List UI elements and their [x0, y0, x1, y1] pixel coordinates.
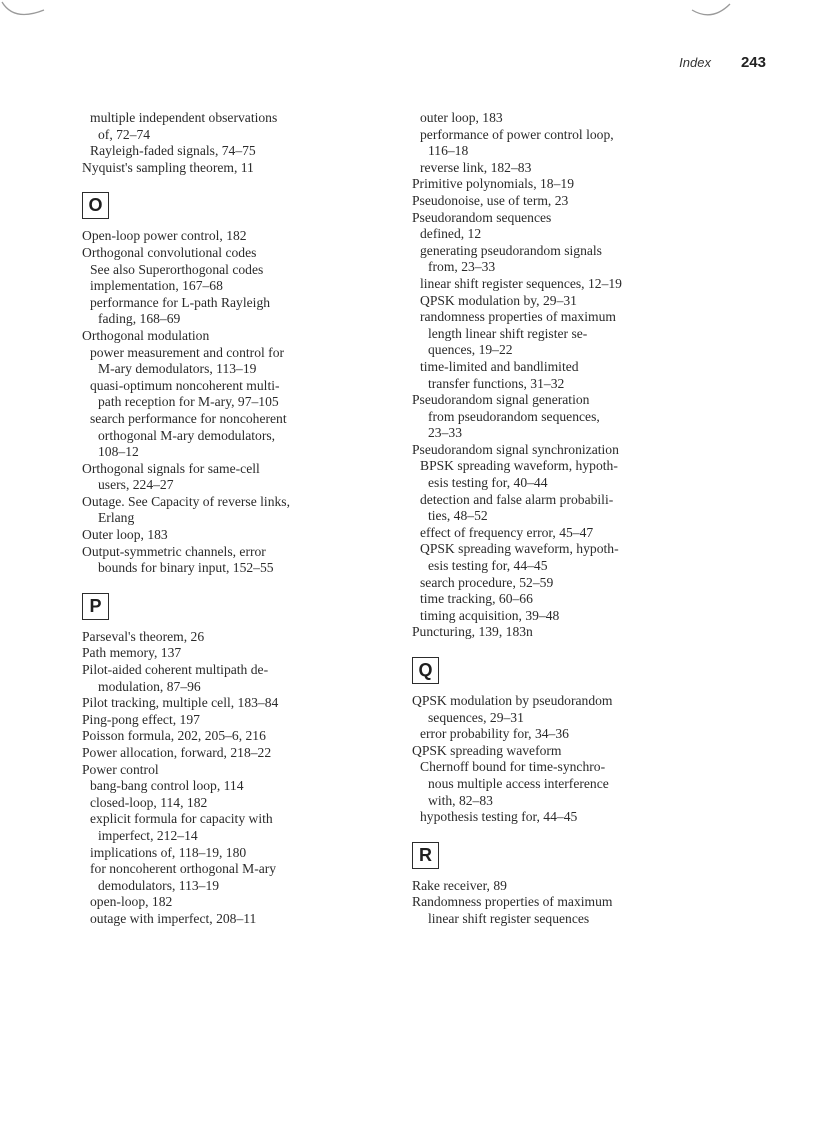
index-subentry: from, 23–33 — [428, 259, 496, 275]
index-subentry: esis testing for, 44–45 — [428, 558, 548, 574]
section-letter-q: Q — [412, 657, 439, 684]
index-subentry: 23–33 — [428, 425, 462, 441]
index-entry: Pseudorandom signal synchronization — [412, 441, 619, 457]
index-subentry: implementation, 167–68 — [90, 278, 223, 294]
index-subentry: M-ary demodulators, 113–19 — [98, 361, 257, 377]
section-letter-o: O — [82, 192, 109, 219]
index-subentry: timing acquisition, 39–48 — [420, 607, 560, 623]
index-subentry: sequences, 29–31 — [428, 709, 524, 725]
index-subentry: BPSK spreading waveform, hypoth- — [420, 458, 618, 474]
index-subentry: quasi-optimum noncoherent multi- — [90, 377, 280, 393]
index-subentry: bang-bang control loop, 114 — [90, 778, 244, 794]
index-subentry: reverse link, 182–83 — [420, 159, 532, 175]
index-subentry: from pseudorandom sequences, — [428, 408, 600, 424]
index-entry: Nyquist's sampling theorem, 11 — [82, 159, 254, 175]
index-subentry: time-limited and bandlimited — [420, 358, 579, 374]
scan-corner-mark-left — [0, 0, 60, 30]
index-entry: Poisson formula, 202, 205–6, 216 — [82, 728, 266, 744]
index-subentry: users, 224–27 — [98, 477, 174, 493]
index-subentry: detection and false alarm probabili- — [420, 491, 614, 507]
index-subentry: length linear shift register se- — [428, 325, 588, 341]
index-subentry: with, 82–83 — [428, 792, 493, 808]
index-entry: Rake receiver, 89 — [412, 877, 507, 893]
index-entry: Outer loop, 183 — [82, 527, 168, 543]
section-letter-p: P — [82, 593, 109, 620]
index-subentry: performance of power control loop, — [420, 126, 614, 142]
index-subentry: linear shift register sequences, 12–19 — [420, 275, 622, 291]
index-subentry: of, 72–74 — [98, 126, 151, 142]
index-entry: Path memory, 137 — [82, 645, 182, 661]
index-subentry: QPSK modulation by, 29–31 — [420, 292, 577, 308]
index-entry: Ping-pong effect, 197 — [82, 711, 200, 727]
index-entry: Power control — [82, 761, 159, 777]
header-index-label: Index — [679, 55, 711, 70]
index-entry: Pseudorandom sequences — [412, 209, 552, 225]
index-subentry: hypothesis testing for, 44–45 — [420, 809, 578, 825]
index-subentry: search procedure, 52–59 — [420, 574, 554, 590]
index-column-right — [412, 110, 722, 928]
index-entry: Orthogonal convolutional codes — [82, 244, 257, 260]
index-subentry: 116–18 — [428, 143, 469, 159]
index-subentry: performance for L-path Rayleigh — [90, 294, 271, 310]
scan-corner-mark-right — [688, 0, 738, 30]
index-entry: Pseudorandom signal generation — [412, 392, 590, 408]
index-subentry: path reception for M-ary, 97–105 — [98, 394, 279, 410]
index-subentry: generating pseudorandom signals — [420, 242, 602, 258]
index-subentry: Chernoff bound for time-synchro- — [420, 759, 606, 775]
index-subentry: outage with imperfect, 208–11 — [90, 910, 257, 926]
index-entry: Puncturing, 139, 183n — [412, 624, 533, 640]
index-subentry: outer loop, 183 — [420, 110, 503, 125]
page-header — [679, 54, 766, 71]
index-subentry: bounds for binary input, 152–55 — [98, 560, 274, 576]
index-subentry: transfer functions, 31–32 — [428, 375, 565, 391]
index-entry: QPSK spreading waveform — [412, 742, 562, 758]
index-subentry: See also Superorthogonal codes — [90, 261, 264, 277]
index-subentry: closed-loop, 114, 182 — [90, 794, 208, 810]
index-entry: Pseudonoise, use of term, 23 — [412, 192, 569, 208]
index-subentry: imperfect, 212–14 — [98, 827, 198, 843]
index-entry: Outage. See Capacity of reverse links, — [82, 493, 290, 509]
index-subentry: implications of, 118–19, 180 — [90, 844, 247, 860]
index-entry: Primitive polynomials, 18–19 — [412, 176, 574, 192]
index-subentry: fading, 168–69 — [98, 311, 181, 327]
index-subentry: 108–12 — [98, 444, 139, 460]
index-subentry: explicit formula for capacity with — [90, 811, 273, 827]
page-number: 243 — [740, 54, 766, 71]
index-subentry: esis testing for, 40–44 — [428, 475, 548, 491]
index-subentry: for noncoherent orthogonal M-ary — [90, 861, 277, 877]
index-subentry: linear shift register sequences — [428, 910, 590, 926]
index-subentry: ties, 48–52 — [428, 508, 488, 524]
index-subentry: QPSK spreading waveform, hypoth- — [420, 541, 619, 557]
index-entry: Randomness properties of maximum — [412, 894, 613, 910]
index-entry: QPSK modulation by pseudorandom — [412, 693, 613, 708]
index-entry: Parseval's theorem, 26 — [82, 628, 205, 644]
index-entry: Pilot tracking, multiple cell, 183–84 — [82, 695, 279, 711]
index-subentry: multiple independent observations — [90, 110, 278, 125]
index-subentry: time tracking, 60–66 — [420, 591, 533, 607]
index-subentry: defined, 12 — [420, 226, 482, 242]
index-subentry: demodulators, 113–19 — [98, 877, 220, 893]
index-column-left — [82, 110, 392, 928]
index-entry: Orthogonal modulation — [82, 327, 210, 343]
index-subentry: Rayleigh-faded signals, 74–75 — [90, 143, 256, 159]
index-subentry: search performance for noncoherent — [90, 410, 287, 426]
index-entry: Open-loop power control, 182 — [82, 228, 247, 244]
section-letter-r: R — [412, 842, 439, 869]
index-subentry: quences, 19–22 — [428, 342, 513, 358]
index-subentry: open-loop, 182 — [90, 894, 173, 910]
index-subentry: Erlang — [98, 510, 135, 526]
index-entry: Output-symmetric channels, error — [82, 543, 266, 559]
index-subentry: modulation, 87–96 — [98, 678, 201, 694]
index-subentry: nous multiple access interference — [428, 775, 609, 791]
index-subentry: power measurement and control for — [90, 344, 285, 360]
index-entry: Pilot-aided coherent multipath de- — [82, 662, 269, 678]
index-subentry: orthogonal M-ary demodulators, — [98, 427, 276, 443]
index-subentry: randomness properties of maximum — [420, 309, 616, 325]
index-entry: Orthogonal signals for same-cell — [82, 460, 260, 476]
index-entry: Power allocation, forward, 218–22 — [82, 745, 272, 760]
index-subentry: error probability for, 34–36 — [420, 726, 569, 742]
index-subentry: effect of frequency error, 45–47 — [420, 524, 594, 540]
